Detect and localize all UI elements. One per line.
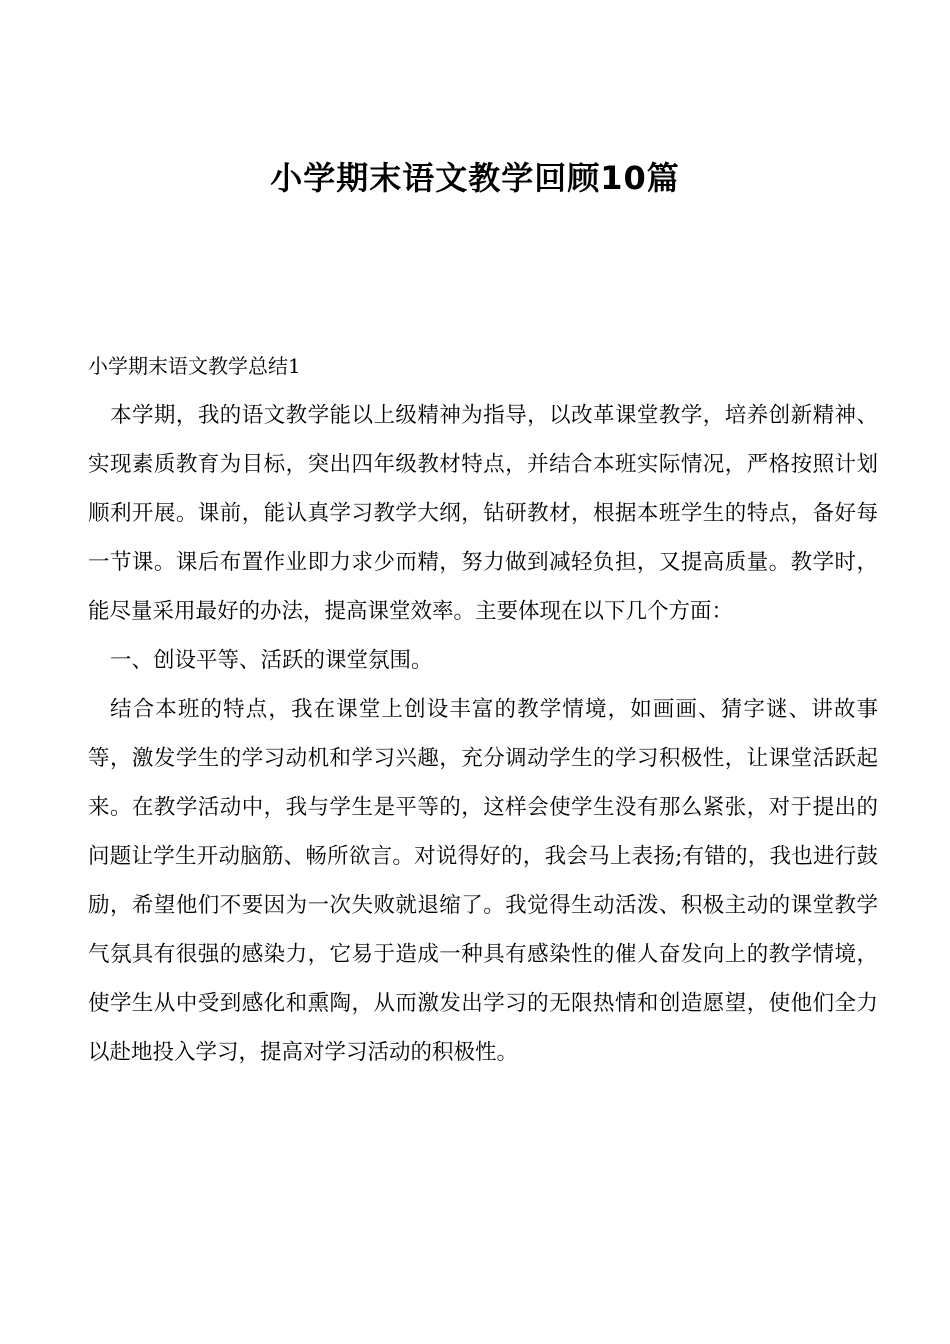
paragraph-intro: 本学期，我的语文教学能以上级精神为指导，以改革课堂教学，培养创新精神、实现素质教育为目标，突出四年级教材特点，并结合本班实际情况，严格按照计划顺利开展。课前，能认真学习教学大纲，钻研教材，根据本班学生的特点，备好每一节课。课后布置作业即力求少而精，努力做到减轻负担，又提高质量。教学时，能尽量采用最好的办法，提高课堂效率。主要体现在以下几个方面：	[88, 403, 878, 624]
section-heading: 小学期末语文教学总结1	[88, 354, 301, 378]
document-body	[88, 342, 878, 1077]
document-title: 小学期末语文教学回顾10篇	[270, 159, 680, 197]
paragraph-subheading: 一、创设平等、活跃的课堂氛围。	[110, 648, 433, 673]
paragraph-classroom-atmosphere: 结合本班的特点，我在课堂上创设丰富的教学情境，如画画、猜字谜、讲故事等，激发学生的学习动机和学习兴趣，充分调动学生的学习积极性，让课堂活跃起来。在教学活动中，我与学生是平等的，这样会使学生没有那么紧张，对于提出的问题让学生开动脑筋、畅所欲言。对说得好的，我会马上表扬;有错的，我也进行鼓励，希望他们不要因为一次失败就退缩了。我觉得生动活泼、积极主动的课堂教学气氛具有很强的感染力，它易于造成一种具有感染性的催人奋发向上的教学情境，使学生从中受到感化和熏陶，从而激发出学习的无限热情和创造愿望，使他们全力以赴地投入学习，提高对学习活动的积极性。	[88, 697, 878, 1065]
